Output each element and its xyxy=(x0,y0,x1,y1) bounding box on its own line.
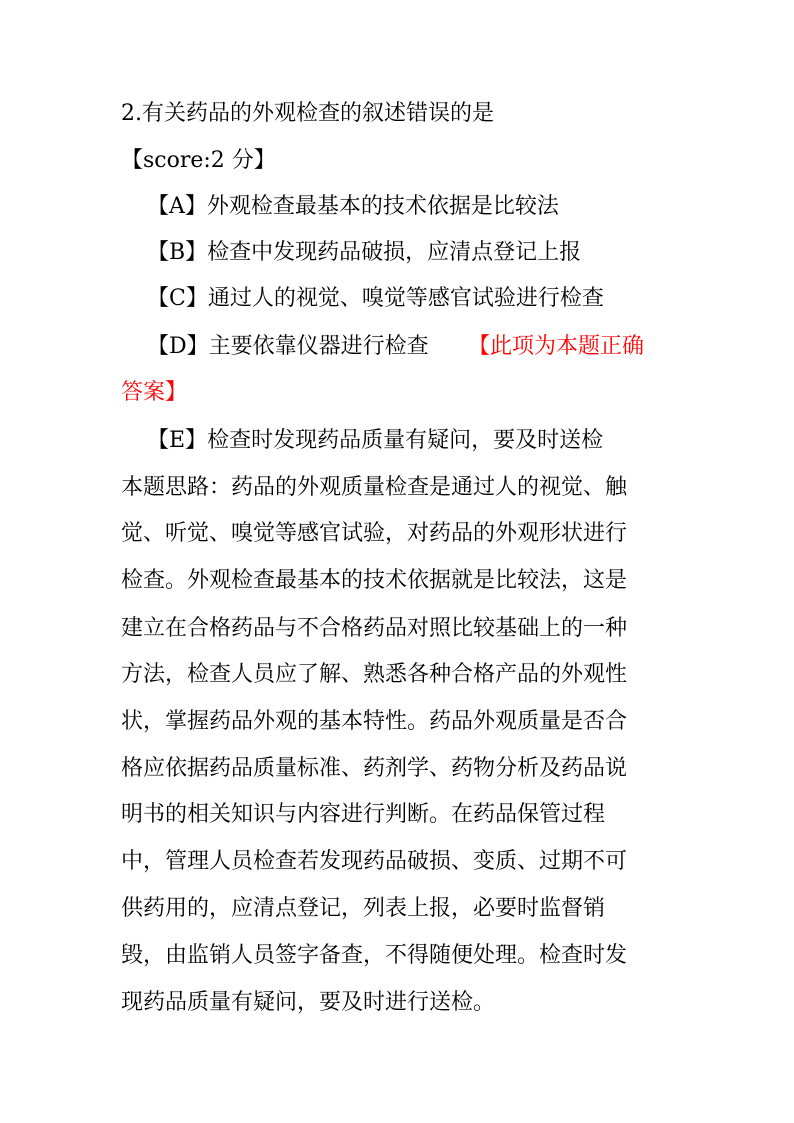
option-c xyxy=(147,288,604,310)
question-text: 2.有关药品的外观检查的叙述错误的是 xyxy=(121,101,494,126)
option-text: 检查中发现药品破损，应清点登记上报 xyxy=(207,240,582,265)
option-label: 【D】 xyxy=(147,334,209,359)
option-text: 主要依靠仪器进行检查 xyxy=(208,334,429,359)
option-text: 检查时发现药品质量有疑问，要及时送检 xyxy=(207,428,604,453)
analysis-line: 觉、听觉、嗅觉等感官试验，对药品的外观形状进行 xyxy=(121,521,628,546)
option-label: 【A】 xyxy=(147,194,207,219)
analysis-line: 状，掌握药品外观的基本特性。药品外观质量是否合 xyxy=(121,709,628,734)
option-text: 通过人的视觉、嗅觉等感官试验进行检查 xyxy=(207,286,604,311)
correct-answer-mark: 【此项为本题正确 xyxy=(468,334,645,359)
analysis-line: 明书的相关知识与内容进行判断。在药品保管过程 xyxy=(121,802,606,827)
analysis-line: 中，管理人员检查若发现药品破损、变质、过期不可 xyxy=(121,849,628,874)
analysis-line: 建立在合格药品与不合格药品对照比较基础上的一种 xyxy=(121,616,628,641)
option-text: 外观检查最基本的技术依据是比较法 xyxy=(206,194,559,219)
option-label: 【E】 xyxy=(147,428,208,453)
analysis-line: 方法，检查人员应了解、熟悉各种合格产品的外观性 xyxy=(121,662,628,687)
analysis-line: 毁，由监销人员签字备查，不得随便处理。检查时发 xyxy=(121,943,628,968)
question-score: 【score:2 分】 xyxy=(121,148,276,173)
option-label: 【B】 xyxy=(147,240,208,265)
option-b xyxy=(147,242,581,264)
option-d xyxy=(147,336,429,358)
analysis-line: 检查。外观检查最基本的技术依据就是比较法，这是 xyxy=(121,568,628,593)
option-a xyxy=(147,196,559,218)
option-label: 【C】 xyxy=(147,286,208,311)
analysis-line: 现药品质量有疑问，要及时进行送检。 xyxy=(121,990,496,1015)
option-e xyxy=(147,430,603,452)
correct-answer-mark-continued: 答案】 xyxy=(121,380,188,405)
analysis-line: 格应依据药品质量标准、药剂学、药物分析及药品说 xyxy=(121,756,628,781)
analysis-line: 供药用的，应清点登记，列表上报，必要时监督销 xyxy=(121,896,606,921)
analysis-line: 本题思路：药品的外观质量检查是通过人的视觉、触 xyxy=(121,475,628,500)
